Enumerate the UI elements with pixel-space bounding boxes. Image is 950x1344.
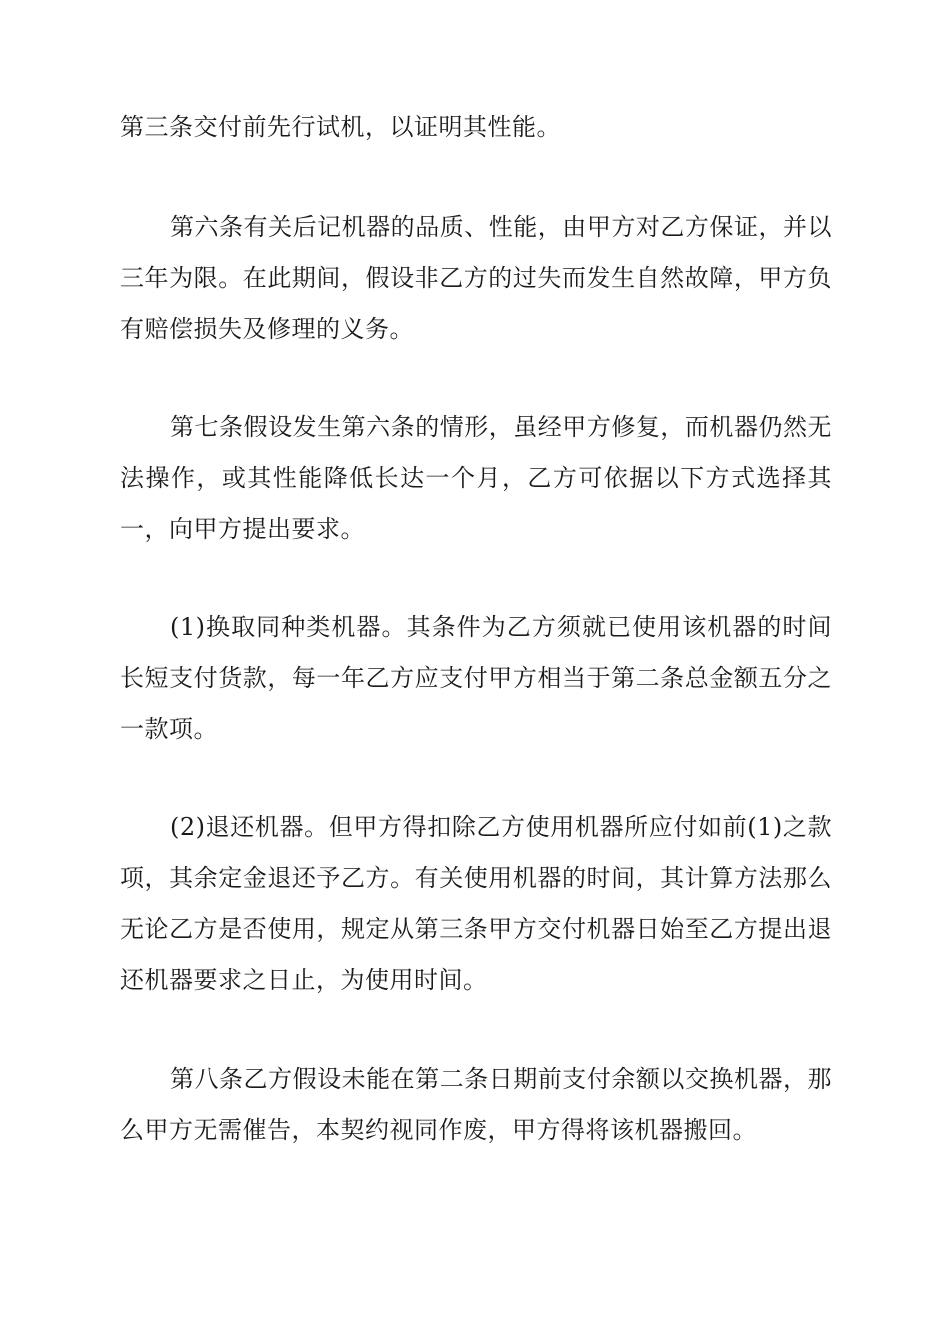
clause-8-paragraph: 第八条乙方假设未能在第二条日期前支付余额以交换机器，那么甲方无需催告，本契约视同作废，甲方得将该机器搬回。	[120, 1065, 832, 1144]
clause-7-option-1-paragraph: (1)换取同种类机器。其条件为乙方须就已使用该机器的时间长短支付货款，每一年乙方应支付甲方相当于第二条总金额五分之一款项。	[120, 613, 832, 743]
clause-6-paragraph: 第六条有关后记机器的品质、性能，由甲方对乙方保证，并以三年为限。在此期间，假设非乙方的过失而发生自然故障，甲方负有赔偿损失及修理的义务。	[120, 213, 832, 343]
clause-7-paragraph: 第七条假设发生第六条的情形，虽经甲方修复，而机器仍然无法操作，或其性能降低长达一个月，乙方可依据以下方式选择其一，向甲方提出要求。	[120, 413, 832, 543]
clause-3-paragraph: 第三条交付前先行试机，以证明其性能。	[120, 113, 561, 141]
clause-7-option-2-paragraph: (2)退还机器。但甲方得扣除乙方使用机器所应付如前(1)之款项，其余定金退还予乙方。有关使用机器的时间，其计算方法那么无论乙方是否使用，规定从第三条甲方交付机器日始至乙方提出退还机器要求之日止，为使用时间。	[120, 813, 832, 994]
